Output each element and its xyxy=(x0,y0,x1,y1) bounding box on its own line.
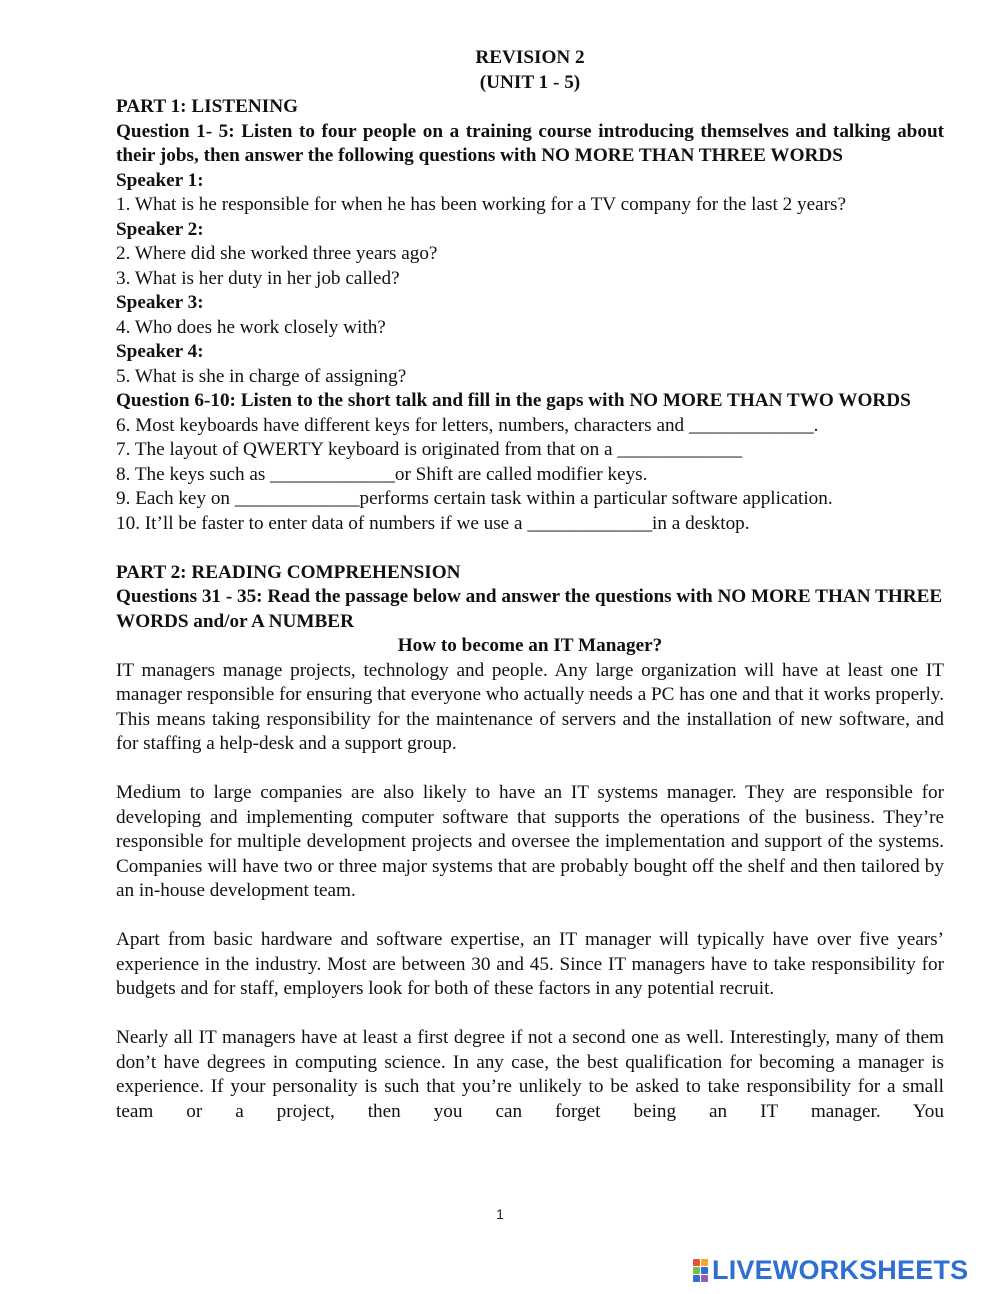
q31-35-instruction: Questions 31 - 35: Read the passage below and answer the questions with NO MORE THAN THREE WORDS and/or A NUMBER xyxy=(116,586,943,632)
question-7: 7. The layout of QWERTY keyboard is originated from that on a _____________ xyxy=(116,439,743,460)
q6-10-instruction: Question 6-10: Listen to the short talk and fill in the gaps with NO MORE THAN TWO WORDS xyxy=(116,390,911,411)
part1-heading: PART 1: LISTENING xyxy=(116,96,298,117)
speaker1-label: Speaker 1: xyxy=(116,169,204,191)
speaker2-label: Speaker 2: xyxy=(116,218,204,240)
question-1: 1. What is he responsible for when he has been working for a TV company for the last 2 years? xyxy=(116,194,846,215)
spacer xyxy=(116,1002,944,1027)
question-5: 5. What is she in charge of assigning? xyxy=(116,365,407,387)
question-10: 10. It’ll be faster to enter data of numbers if we use a _____________in a desktop. xyxy=(116,512,750,534)
question-4: 4. Who does he work closely with? xyxy=(116,316,386,338)
liveworksheets-logo-icon xyxy=(693,1259,708,1282)
passage-paragraph-2: Medium to large companies are also likely to have an IT systems manager. They are responsible for developing and implementing computer software that supports the operations of the business. They’re responsible for multiple development projects and oversee the implementation and support of the systems. Companies will have two or three major systems that are probably bought off the shelf and then tailored by an in-house development team. xyxy=(116,782,944,901)
spacer xyxy=(116,757,944,782)
liveworksheets-brand: LIVEWORKSHEETS xyxy=(712,1254,969,1285)
spacer xyxy=(116,536,944,561)
page-title: REVISION 2 xyxy=(475,47,585,68)
worksheet-page xyxy=(116,46,944,1124)
q1-5-instruction: Question 1- 5: Listen to four people on a training course introducing themselves and talking about their jobs, then answer the following questions with NO MORE THAN THREE WORDS xyxy=(116,120,944,166)
passage-paragraph-1: IT managers manage projects, technology and people. Any large organization will have at least one IT manager responsible for ensuring that everyone who actually needs a PC has one and that it works properly. This means taking responsibility for the maintenance of servers and the installation of new software, and for staffing a help-desk and a support group. xyxy=(116,659,944,754)
page-subtitle: (UNIT 1 - 5) xyxy=(479,71,581,93)
part2-heading: PART 2: READING COMPREHENSION xyxy=(116,561,461,583)
question-9: 9. Each key on _____________performs certain task within a particular software application. xyxy=(116,488,833,509)
passage-paragraph-3: Apart from basic hardware and software expertise, an IT manager will typically have over five years’ experience in the industry. Most are between 30 and 45. Since IT managers have to take responsibility for budgets and for staff, employers look for both of these factors in any potential recruit. xyxy=(116,929,944,999)
question-6: 6. Most keyboards have different keys for letters, numbers, characters and _____________. xyxy=(116,414,819,436)
liveworksheets-logo[interactable] xyxy=(693,1254,968,1286)
passage-title: How to become an IT Manager? xyxy=(397,635,663,656)
speaker3-label: Speaker 3: xyxy=(116,292,204,313)
passage-paragraph-4: Nearly all IT managers have at least a first degree if not a second one as well. Interestingly, many of them don’t have degrees in computing science. In any case, the best qualification for becoming a manager is experience. If your personality is such that you’re unlikely to be asked to take responsibility for a small team or a project, then you can forget being an IT manager. You xyxy=(116,1027,944,1122)
page-number: 1 xyxy=(496,1206,504,1222)
question-3: 3. What is her duty in her job called? xyxy=(116,267,400,289)
question-8: 8. The keys such as _____________or Shift are called modifier keys. xyxy=(116,463,648,485)
speaker4-label: Speaker 4: xyxy=(116,341,204,362)
question-2: 2. Where did she worked three years ago? xyxy=(116,243,438,264)
spacer xyxy=(116,904,944,929)
